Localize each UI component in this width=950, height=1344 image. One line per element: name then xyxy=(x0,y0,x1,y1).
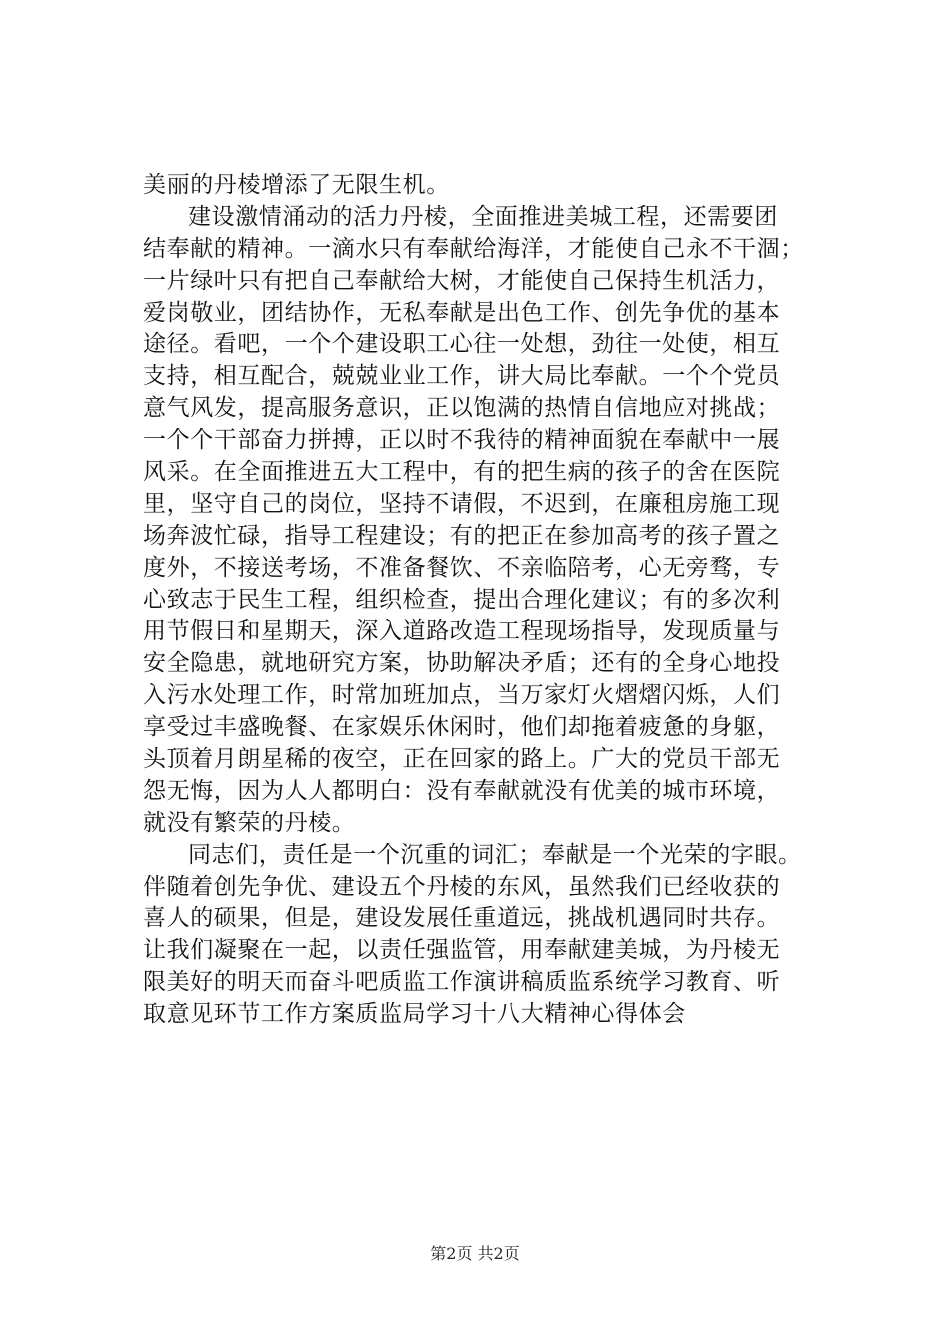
text-line: 结奉献的精神。一滴水只有奉献给海洋，才能使自己永不干涸； xyxy=(143,235,804,262)
text-line: 一片绿叶只有把自己奉献给大树，才能使自己保持生机活力， xyxy=(143,267,781,294)
paragraph-start-line: 同志们，责任是一个沉重的词汇；奉献是一个光荣的字眼。 xyxy=(188,841,802,868)
text-line: 里，坚守自己的岗位，坚持不请假，不迟到，在廉租房施工现 xyxy=(143,490,781,517)
text-line: 爱岗敬业，团结协作，无私奉献是出色工作、创先争优的基本 xyxy=(143,299,781,326)
text-line: 用节假日和星期天，深入道路改造工程现场指导，发现质量与 xyxy=(143,618,781,645)
text-line: 度外，不接送考场，不准备餐饮、不亲临陪考，心无旁骛，专 xyxy=(143,554,781,581)
paragraph-start-line: 建设激情涌动的活力丹棱，全面推进美城工程，还需要团 xyxy=(188,203,778,230)
text-line: 途径。看吧，一个个建设职工心往一处想，劲往一处使，相互 xyxy=(143,331,781,358)
text-line: 限美好的明天而奋斗吧质监工作演讲稿质监系统学习教育、听 xyxy=(143,969,781,996)
text-line: 心致志于民生工程，组织检查，提出合理化建议；有的多次利 xyxy=(143,586,781,613)
text-line: 喜人的硕果，但是，建设发展任重道远，挑战机遇同时共存。 xyxy=(143,905,781,932)
text-line: 美丽的丹棱增添了无限生机。 xyxy=(143,172,450,198)
text-line: 支持，相互配合，兢兢业业工作，讲大局比奉献。一个个党员 xyxy=(143,363,781,390)
text-line: 入污水处理工作，时常加班加点，当万家灯火熠熠闪烁，人们 xyxy=(143,682,781,709)
text-line: 伴随着创先争优、建设五个丹棱的东风，虽然我们已经收获的 xyxy=(143,873,781,900)
page-number-footer: 第2页 共2页 xyxy=(430,1244,520,1263)
text-line: 让我们凝聚在一起，以责任强监管，用奉献建美城，为丹棱无 xyxy=(143,937,781,964)
text-line: 安全隐患，就地研究方案，协助解决矛盾；还有的全身心地投 xyxy=(143,650,781,677)
text-line: 意气风发，提高服务意识，正以饱满的热情自信地应对挑战； xyxy=(143,395,781,422)
text-line: 一个个干部奋力拼搏，正以时不我待的精神面貌在奉献中一展 xyxy=(143,427,781,454)
text-line: 取意见环节工作方案质监局学习十八大精神心得体会 xyxy=(143,1001,686,1028)
text-line: 怨无悔，因为人人都明白：没有奉献就没有优美的城市环境， xyxy=(143,777,781,804)
text-line: 风采。在全面推进五大工程中，有的把生病的孩子的舍在医院 xyxy=(143,459,781,486)
text-line: 就没有繁荣的丹棱。 xyxy=(143,809,356,836)
text-line: 场奔波忙碌，指导工程建设；有的把正在参加高考的孩子置之 xyxy=(143,522,781,549)
document-body xyxy=(143,170,850,1031)
text-line: 享受过丰盛晚餐、在家娱乐休闲时，他们却拖着疲惫的身躯， xyxy=(143,714,781,741)
text-line: 头顶着月朗星稀的夜空，正在回家的路上。广大的党员干部无 xyxy=(143,746,781,773)
